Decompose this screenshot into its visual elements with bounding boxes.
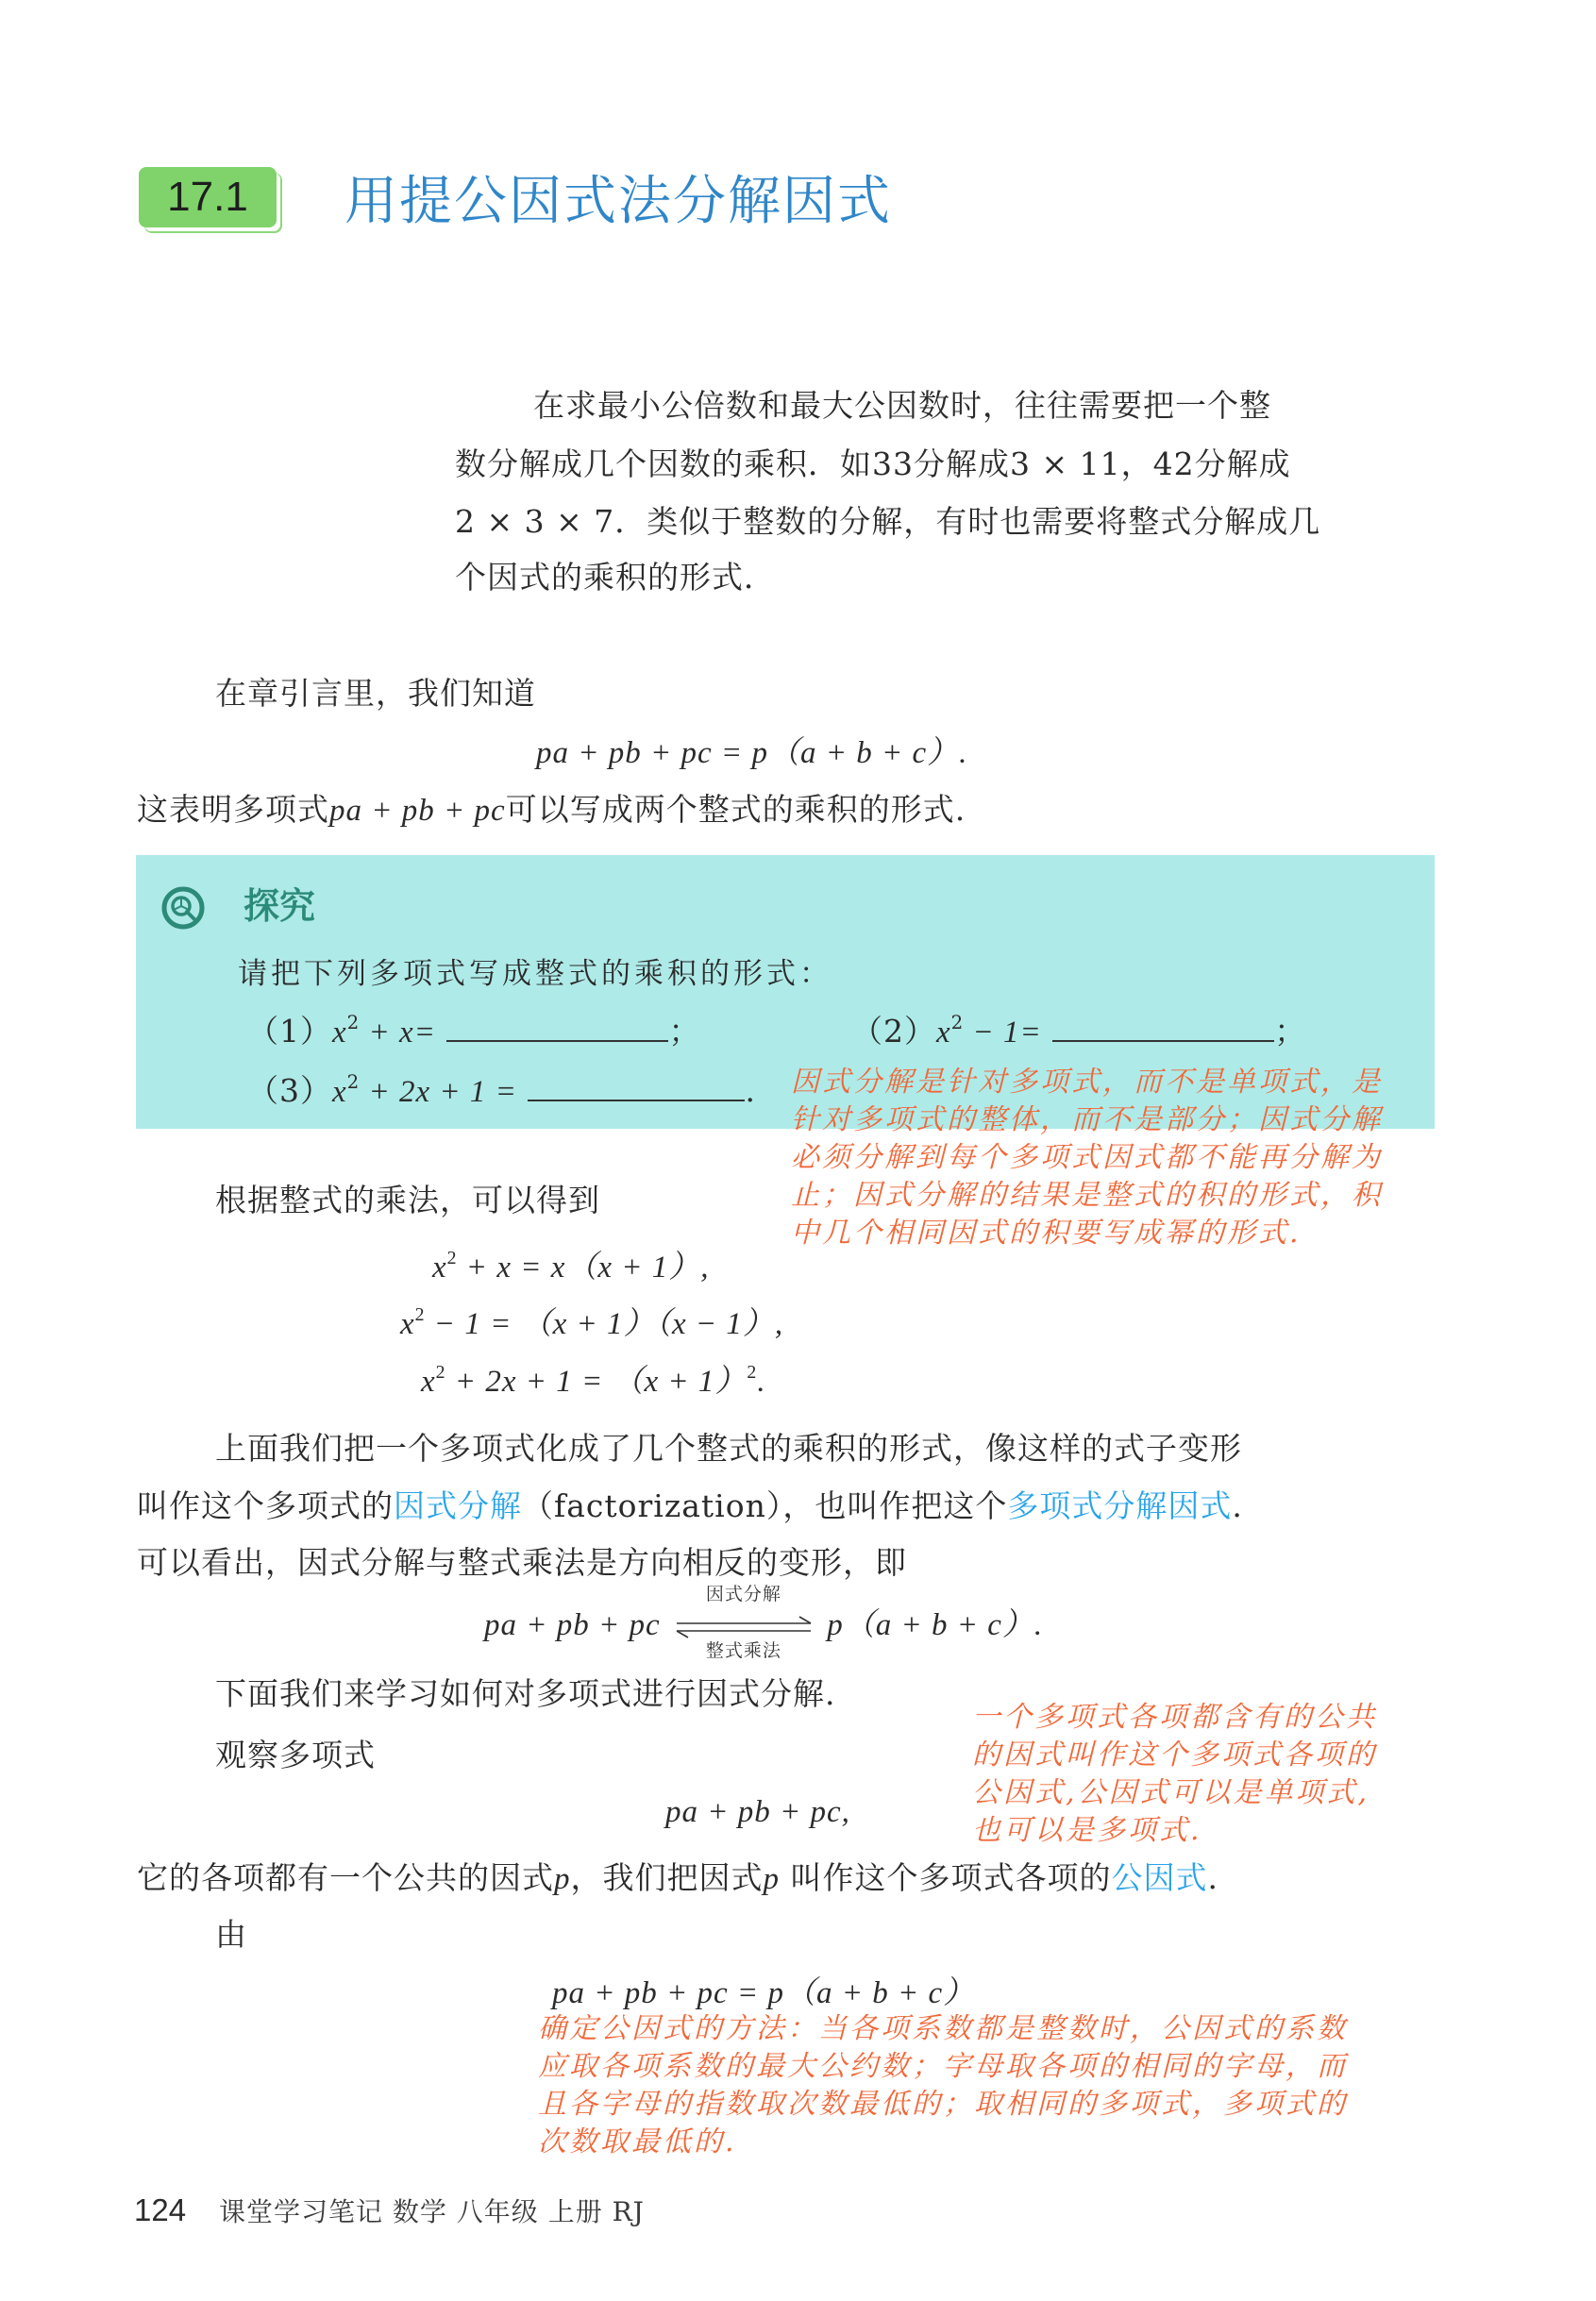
eq-var: x bbox=[400, 1307, 415, 1341]
exercise-expr: + x= bbox=[360, 1016, 436, 1050]
definition-line-3: 可以看出，因式分解与整式乘法是方向相反的变形，即 bbox=[137, 1544, 907, 1581]
exercise-var: x bbox=[332, 1016, 347, 1050]
derivation-lead: 根据整式的乘法，可以得到 bbox=[215, 1182, 600, 1218]
eq-rest: + 2x + 1 = （x + 1） bbox=[445, 1365, 748, 1399]
exercise-end: ； bbox=[1274, 1013, 1307, 1050]
explore-title: 探究 bbox=[244, 885, 316, 927]
book-info: 课堂学习笔记 数学 八年级 上册 RJ bbox=[219, 2196, 645, 2227]
term-factorization: 因式分解 bbox=[394, 1487, 522, 1524]
note3-line-2: 应取各项系数的最大公约数；字母取各项的相同的字母，而 bbox=[538, 2050, 1348, 2083]
recall-conclusion-prefix: 这表明多项式 bbox=[137, 791, 329, 828]
note3-line-1: 确定公因式的方法：当各项系数都是整数时，公因式的系数 bbox=[538, 2012, 1348, 2045]
exercise-label: （1） bbox=[247, 1013, 332, 1050]
arrow-eq-right: p（a + b + c）. bbox=[827, 1608, 1044, 1642]
common-factor-line-2: 观察多项式 bbox=[215, 1737, 376, 1773]
section-title: 用提公因式法分解因式 bbox=[344, 171, 892, 232]
common-factor-equation: pa + pb + pc = p（a + b + c） bbox=[552, 1976, 976, 2010]
term-factor-polynomial: 多项式分解因式 bbox=[1007, 1487, 1233, 1524]
term-common-factor: 公因式 bbox=[1111, 1859, 1208, 1896]
exercise-label: （3） bbox=[247, 1072, 332, 1109]
common-factor-line-3 bbox=[137, 1859, 1218, 1898]
note1-line-2: 针对多项式的整体，而不是部分；因式分解 bbox=[791, 1103, 1383, 1136]
derivation-eq-2 bbox=[400, 1305, 783, 1343]
note2-line-1: 一个多项式各项都含有的公共 bbox=[972, 1701, 1377, 1734]
exercise-exponent: 2 bbox=[950, 1012, 965, 1034]
note3-line-3: 且各字母的指数取次数最低的；取相同的多项式，多项式的 bbox=[538, 2088, 1348, 2121]
answer-blank-2[interactable] bbox=[1052, 1012, 1274, 1042]
eq-exponent: 2 bbox=[414, 1304, 426, 1326]
exercise-end: ； bbox=[668, 1013, 701, 1050]
eq-var: x bbox=[432, 1251, 447, 1285]
recall-equation: pa + pb + pc = p（a + b + c）. bbox=[536, 736, 968, 770]
recall-conclusion bbox=[137, 791, 966, 830]
eq-rest: − 1 = （x + 1）（x − 1）, bbox=[425, 1307, 784, 1341]
cf-text: 它的各项都有一个公共的因式 bbox=[137, 1859, 554, 1896]
note1-line-4: 止；因式分解的结果是整式的积的形式，积 bbox=[791, 1179, 1383, 1212]
note1-line-5: 中几个相同因式的积要写成幂的形式. bbox=[791, 1217, 1302, 1250]
arrow-label-multiplication: 整式乘法 bbox=[705, 1640, 781, 1662]
note3-line-4: 次数取最低的. bbox=[538, 2125, 737, 2158]
intro-line-1: 在求最小公倍数和最大公因数时，往往需要把一个整 bbox=[533, 387, 1271, 424]
arrow-label-factorization: 因式分解 bbox=[705, 1584, 781, 1605]
derivation-eq-3 bbox=[421, 1363, 766, 1401]
exercise-3 bbox=[247, 1071, 756, 1111]
answer-blank-3[interactable] bbox=[528, 1071, 745, 1101]
note1-line-3: 必须分解到每个多项式因式都不能再分解为 bbox=[791, 1141, 1383, 1174]
eq-exponent: 2 bbox=[446, 1248, 458, 1269]
note1-line-1: 因式分解是针对多项式，而不是单项式，是 bbox=[791, 1066, 1383, 1099]
reversible-arrow-icon bbox=[673, 1584, 815, 1662]
arrow-eq-left: pa + pb + pc bbox=[484, 1608, 661, 1642]
intro-line-4: 个因式的乘积的形式． bbox=[455, 559, 776, 596]
cf-var: p bbox=[763, 1862, 780, 1896]
cf-var: p bbox=[554, 1862, 571, 1896]
answer-blank-1[interactable] bbox=[446, 1012, 668, 1042]
explore-prompt: 请把下列多项式写成整式的乘积的形式： bbox=[238, 957, 832, 991]
eq-var: x bbox=[421, 1365, 436, 1399]
exercise-var: x bbox=[332, 1075, 347, 1109]
explore-magnifier-icon bbox=[160, 885, 206, 931]
recall-lead: 在章引言里，我们知道 bbox=[215, 675, 536, 712]
exercise-var: x bbox=[936, 1016, 951, 1050]
note2-line-2: 的因式叫作这个多项式各项的 bbox=[972, 1738, 1377, 1772]
definition-line-2 bbox=[137, 1487, 1243, 1525]
exercise-expr: + 2x + 1 = bbox=[360, 1075, 517, 1109]
eq-rest: + x = x（x + 1）, bbox=[457, 1251, 710, 1285]
recall-conclusion-expr: pa + pb + pc bbox=[329, 794, 506, 828]
exercise-end: . bbox=[745, 1072, 756, 1109]
common-factor-line-4: 由 bbox=[215, 1916, 247, 1953]
section-number-badge: 17.1 bbox=[139, 167, 277, 227]
definition-text: 叫作这个多项式的 bbox=[137, 1487, 394, 1524]
cf-text: ，我们把因式 bbox=[570, 1859, 764, 1896]
definition-text: . bbox=[1232, 1487, 1243, 1524]
common-factor-expr: pa + pb + pc, bbox=[665, 1795, 850, 1829]
intro-line-3: 2 × 3 × 7．类似于整数的分解，有时也需要将整式分解成几 bbox=[455, 503, 1321, 540]
eq-exponent: 2 bbox=[747, 1362, 758, 1384]
cf-text: 叫作这个多项式各项的 bbox=[780, 1859, 1112, 1896]
exercise-exponent: 2 bbox=[346, 1071, 361, 1094]
note2-line-3: 公因式,公因式可以是单项式, bbox=[972, 1776, 1370, 1809]
definition-text: （factorization），也叫作把这个 bbox=[522, 1487, 1008, 1524]
arrow-equation bbox=[484, 1584, 1044, 1662]
derivation-eq-1 bbox=[432, 1249, 710, 1286]
recall-conclusion-suffix: 可以写成两个整式的乘积的形式. bbox=[505, 791, 966, 828]
eq-tail: . bbox=[757, 1365, 766, 1399]
page-number: 124 bbox=[134, 2192, 187, 2227]
cf-text: . bbox=[1207, 1859, 1218, 1896]
intro-line-2: 数分解成几个因数的乘积．如33分解成3 × 11，42分解成 bbox=[455, 445, 1291, 482]
exercise-label: （2） bbox=[851, 1013, 936, 1050]
exercise-2 bbox=[851, 1012, 1306, 1051]
note2-line-4: 也可以是多项式. bbox=[972, 1814, 1202, 1847]
eq-exponent: 2 bbox=[435, 1362, 446, 1384]
exercise-exponent: 2 bbox=[346, 1012, 361, 1034]
common-factor-line-1: 下面我们来学习如何对多项式进行因式分解. bbox=[215, 1675, 836, 1712]
definition-line-1: 上面我们把一个多项式化成了几个整式的乘积的形式，像这样的式子变形 bbox=[215, 1430, 1242, 1467]
exercise-1 bbox=[247, 1012, 700, 1051]
exercise-expr: − 1= bbox=[964, 1016, 1042, 1050]
